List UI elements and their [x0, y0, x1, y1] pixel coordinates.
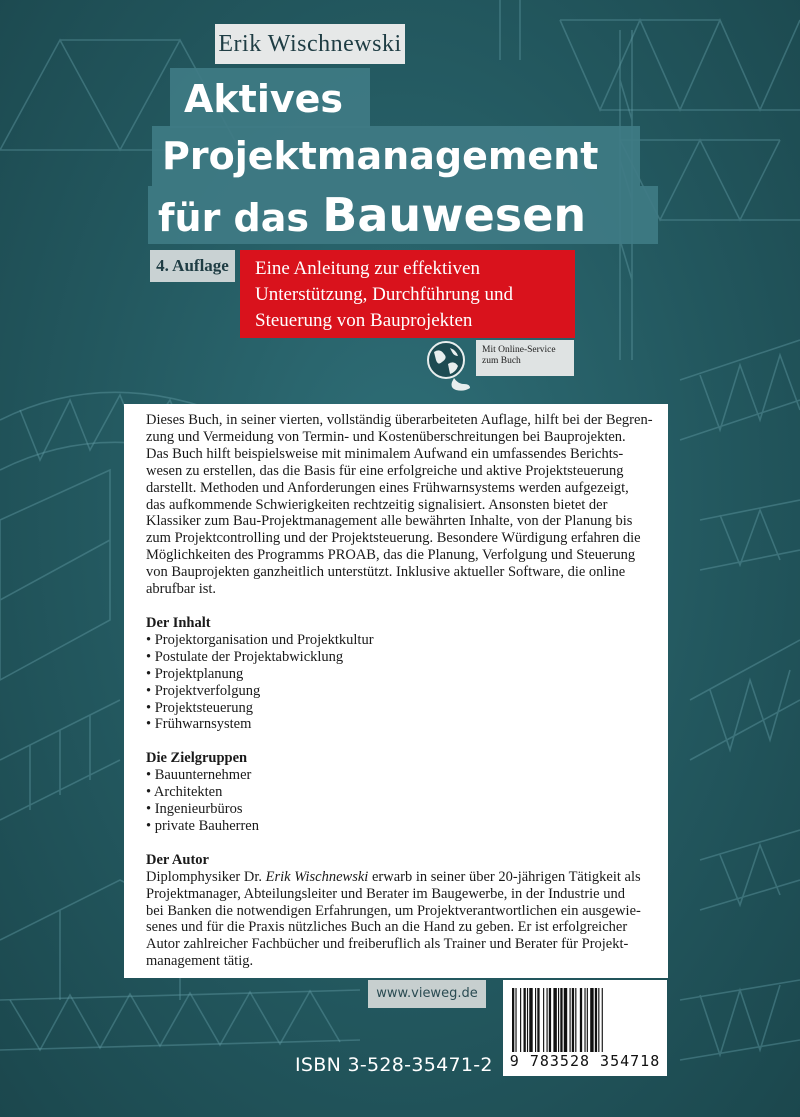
list-item: • Projektplanung — [146, 666, 668, 683]
barcode-bar — [575, 988, 576, 1052]
author-bio-line: Diplomphysiker Dr. Erik Wischnewski erwarb in seiner über 20-jährigen Tätigkeit als — [146, 868, 641, 885]
barcode-bar — [602, 988, 603, 1052]
author-name-italic: Erik Wischnewski — [265, 868, 369, 885]
barcode-bar — [529, 988, 532, 1052]
barcode-bar — [524, 988, 526, 1052]
online-service-line: Mit Online-Service — [482, 345, 556, 355]
description-line: abrufbar ist. — [146, 581, 217, 598]
author-bio — [146, 869, 668, 970]
subtitle-line: Steuerung von Bauprojekten — [255, 310, 473, 331]
description-line: Dieses Buch, in seiner vierten, vollständig überarbeiteten Auflage, hilft bei der Begren- — [146, 412, 653, 428]
barcode-bar — [560, 988, 562, 1052]
globe-hand-icon — [424, 340, 474, 394]
title-line-3-big: Bauwesen — [322, 188, 587, 242]
isbn: ISBN 3-528-35471-2 — [295, 1054, 493, 1076]
title-line-1: Aktives — [170, 68, 370, 128]
description-line: von Bauprojekten ganzheitlich unterstützt. Inklusive aktueller Software, die online — [146, 564, 626, 581]
author-bio-line: senes und für die Praxis nützliches Buch an die Hand zu geben. Er ist erfolgreicher — [146, 919, 628, 936]
list-item: • Projektsteuerung — [146, 700, 668, 717]
author-bio-line: Autor zahlreicher Fachbücher und freiberuflich als Trainer und Berater für Projekt- — [146, 936, 629, 953]
barcode-bar — [549, 988, 551, 1052]
barcode-bar — [537, 988, 539, 1052]
description-line: wesen zu erstellen, das die Basis für eine erfolgreiche und aktive Projektsteuerung — [146, 462, 624, 479]
barcode-bar — [595, 988, 597, 1052]
title-line-3 — [148, 186, 658, 244]
barcode-bar — [535, 988, 536, 1052]
barcode-bar — [572, 988, 574, 1052]
description-line: Klassiker zum Bau-Projektmanagement alle bewährten Inhalte, von der Planung bis — [146, 513, 633, 530]
list-item: • Architekten — [146, 784, 668, 801]
barcode-box — [503, 980, 667, 1076]
barcode-bar — [580, 988, 582, 1052]
contents-list — [146, 632, 668, 733]
edition-badge: 4. Auflage — [150, 250, 235, 282]
barcode-bar — [570, 988, 571, 1052]
description-line: Möglichkeiten des Programms PROAB, das die Planung, Verfolgung und Steuerung — [146, 547, 636, 564]
list-item: • Bauunternehmer — [146, 767, 668, 784]
barcode-bar — [553, 988, 556, 1052]
list-item: • Projektverfolgung — [146, 683, 668, 700]
list-item: • Frühwarnsystem — [146, 716, 668, 733]
subtitle-line: Eine Anleitung zur effektiven — [255, 258, 480, 279]
barcode-bar — [584, 988, 585, 1052]
subtitle-line: Unterstützung, Durchführung und — [255, 284, 514, 305]
barcode-bar — [512, 988, 514, 1052]
author-name: Erik Wischnewski — [215, 24, 405, 64]
blurb-panel — [124, 404, 668, 978]
author-bio-line: bei Banken die notwendigen Erfahrungen, um Projektverantwortlichen ein ausgewie- — [146, 902, 641, 919]
author-bio-line: Projektmanager, Abteilungsleiter und Berater im Baugewerbe, in der Industrie und — [146, 885, 625, 902]
list-item: • Projektorganisation und Projektkultur — [146, 632, 668, 649]
description-line: zung und Vermeidung von Termin- und Kostenüberschreitungen bei Bauprojekten. — [146, 428, 626, 445]
subtitle-box — [240, 250, 575, 338]
barcode-bar — [590, 988, 593, 1052]
barcode-bar — [547, 988, 548, 1052]
list-item: • private Bauherren — [146, 818, 668, 835]
barcode-bar — [564, 988, 567, 1052]
title-line-3-prefix: für das — [158, 196, 310, 240]
online-service-line: zum Buch — [482, 356, 521, 366]
contents-heading: Der Inhalt — [146, 614, 211, 631]
audience-list — [146, 767, 668, 835]
barcode-bar — [587, 988, 588, 1052]
barcode-bar — [598, 988, 599, 1052]
barcode-bar — [558, 988, 559, 1052]
list-item: • Postulate der Projektabwicklung — [146, 649, 668, 666]
publisher-url[interactable]: www.vieweg.de — [368, 980, 486, 1008]
description-line: darstellt. Methoden und Anforderungen eines Frühwarnsystems werden aufgezeigt, — [146, 479, 629, 496]
author-bio-line: management tätig. — [146, 953, 254, 970]
barcode-digits: 9 783528 354718 — [509, 1052, 661, 1070]
barcode-bar — [527, 988, 528, 1052]
description — [146, 412, 668, 598]
author-heading: Der Autor — [146, 851, 209, 868]
description-line: zum Projektcontrolling und der Projektsteuerung. Besondere Würdigung erfahren die — [146, 530, 641, 547]
barcode-bar — [515, 988, 516, 1052]
description-line: das aufkommende Schwierigkeiten rechtzeitig signalisiert. Ansonsten bietet der — [146, 496, 608, 513]
title-line-2: Projektmanagement — [152, 126, 640, 186]
description-line: Das Buch hilft beispielsweise mit minimalem Aufwand ein umfassendes Berichts- — [146, 445, 624, 462]
list-item: • Ingenieurbüros — [146, 801, 668, 818]
barcode-bar — [543, 988, 544, 1052]
online-service-label — [476, 340, 574, 376]
audience-heading: Die Zielgruppen — [146, 750, 248, 767]
barcode — [510, 988, 660, 1052]
barcode-bar — [520, 988, 521, 1052]
